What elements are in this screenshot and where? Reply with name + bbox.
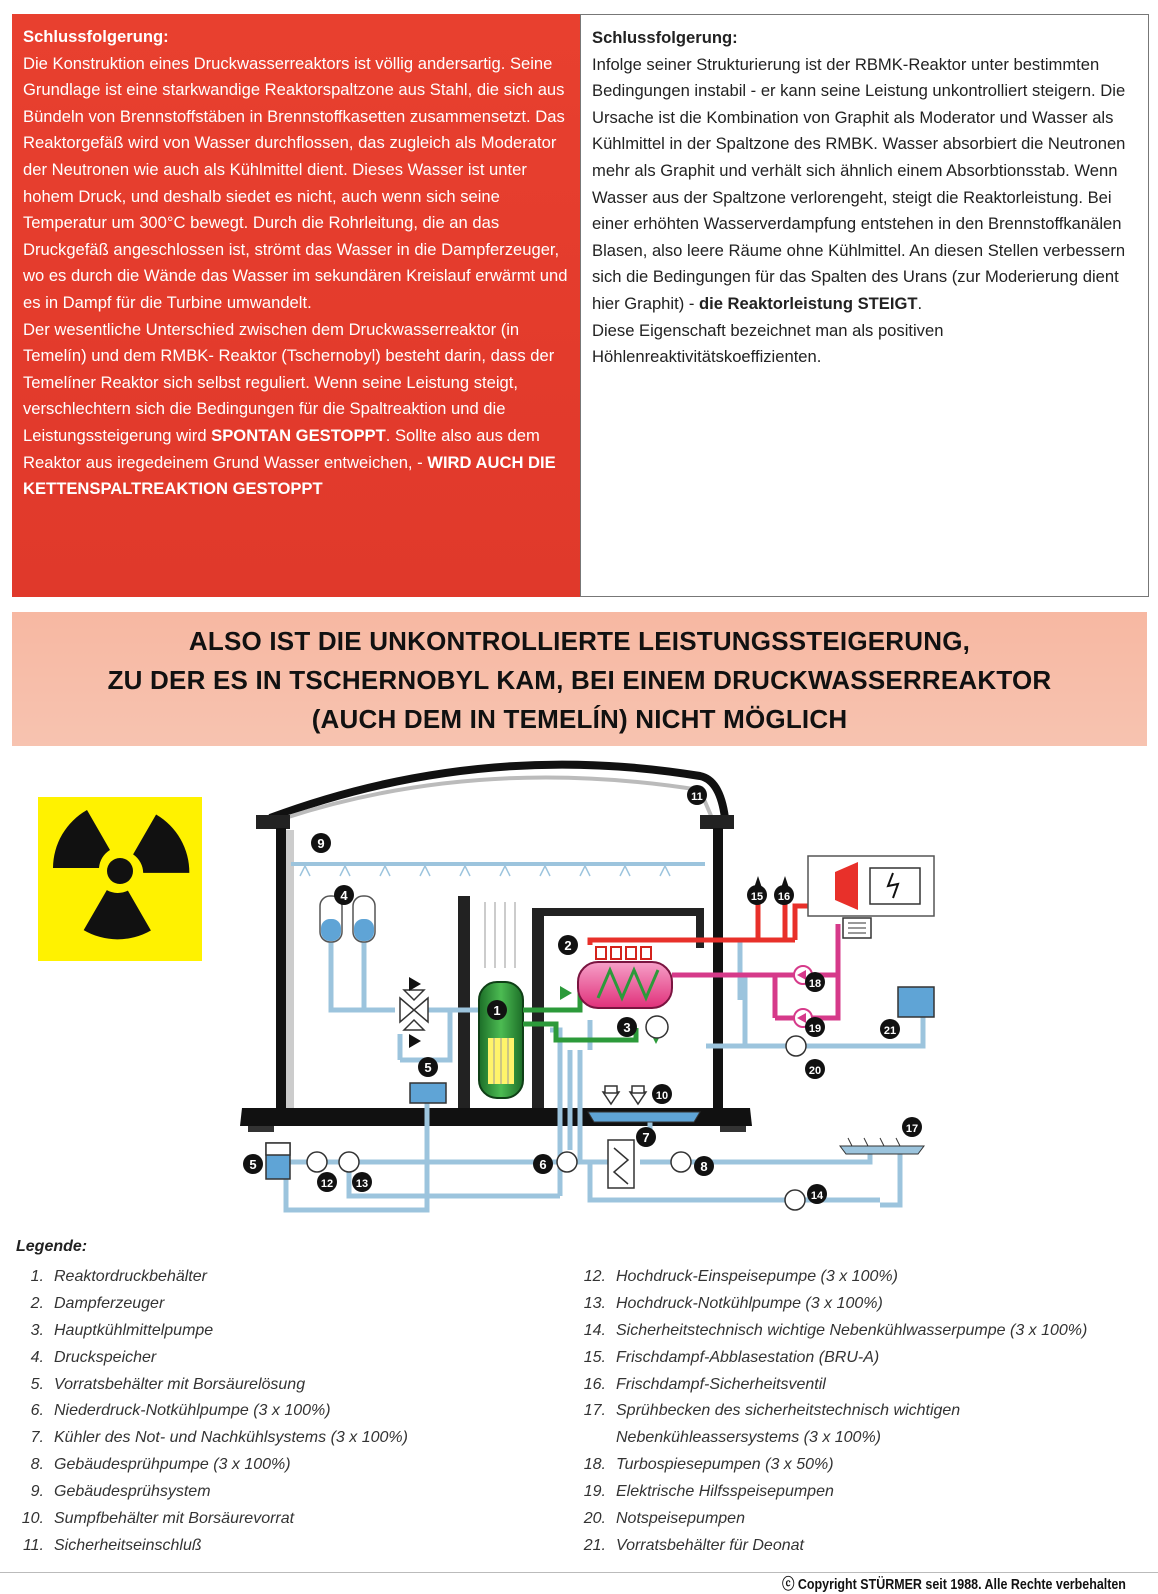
- marker-6: [533, 1154, 553, 1174]
- legend-item: [578, 1372, 826, 1399]
- left-panel-title: Schlussfolgerung:: [23, 27, 169, 46]
- legend-item-text: Sicherheitstechnisch wichtige Nebenkühlwasserpumpe (3 x 100%): [616, 1321, 1088, 1339]
- marker-16-label: 16: [777, 891, 791, 903]
- marker-1: [487, 1000, 507, 1020]
- right-p1-text: Infolge seiner Strukturierung ist der RBMK-Reaktor unter bestimmten Bedingungen instabil - er kann seine Leistung unkontrolliert steigern. Die Ursache ist die Kombination von Graphit als Moderator und Wasser als Kühlmittel in der Spaltzone des RMBK. Wasser absorbiert die Neutronen mehr als Graphit und verhält sich ähnlich einem Absorbtionsstab. Wenn Wasser aus der Spaltzone verlorengeht, steigt die Reaktorleistung. Bei einer erhöhten Wasserverdampfung entstehen in den Brennstoffkanälen Blasen, also leere Räume ohne Kühlmittel. An diesen Stellen verbessern sich die Bedingungen für das Spalten des Urans (zur Moderierung dient hier Graphit) -: [592, 54, 1126, 313]
- left-p2-text-1: Der wesentliche Unterschied zwischen dem Druckwasserreaktor (in Temelín) und dem RMBK- Reaktor (Tschernobyl) besteht darin, dass der Temelíner Reaktor sich selbst reguliert. Wenn seine Leistung steigt, verschlechtern sich die Bedingungen für die Spaltreaktion und die Leistungssteigerung wird: [23, 319, 555, 445]
- legend-item-number: 4.: [30, 1348, 44, 1366]
- legend-item-continuation: [578, 1425, 882, 1452]
- flow-arrow-green: [560, 986, 572, 1000]
- marker-5-outer-label: 5: [249, 1157, 257, 1172]
- right-panel-title: Schlussfolgerung:: [592, 28, 738, 47]
- legend-item-text: Notspeisepumpen: [616, 1510, 745, 1528]
- isolation-valves: [400, 977, 428, 1048]
- legend-item: [578, 1452, 834, 1479]
- legend-item-number: 20.: [583, 1510, 606, 1528]
- legend-title: Legende:: [16, 1238, 88, 1255]
- legend-item-number: 7.: [30, 1429, 44, 1447]
- legend-item: [578, 1398, 961, 1425]
- legend-item-text: Elektrische Hilfsspeisepumpen: [616, 1483, 834, 1501]
- legend-item-text: Sumpfbehälter mit Borsäurevorrat: [54, 1510, 295, 1528]
- legend-item-text: Vorratsbehälter für Deonat: [616, 1536, 804, 1554]
- legend-item-text: Hochdruck-Einspeisepumpe (3 x 100%): [616, 1268, 898, 1285]
- legend-item-text: Druckspeicher: [54, 1348, 157, 1366]
- legend-item: [578, 1318, 1088, 1345]
- legend-item-text: Sicherheitseinschluß: [54, 1536, 202, 1554]
- marker-15-label: 15: [750, 891, 764, 903]
- marker-10-label: 10: [655, 1090, 669, 1102]
- legend-column-left: [16, 1264, 408, 1560]
- banner-line-2: ZU DER ES IN TSCHERNOBYL KAM, BEI EINEM DRUCKWASSERREAKTOR: [107, 665, 1052, 695]
- legend-item: [578, 1506, 745, 1533]
- marker-18-label: 18: [808, 978, 822, 990]
- marker-9: [311, 833, 331, 853]
- left-p2-text-2: . Sollte also aus dem Reaktor aus iregedeinem Grund Wasser entweichen, -: [23, 425, 540, 472]
- legend-item-number: 11.: [22, 1536, 44, 1554]
- legend-item-text: Nebenkühleassersystems (3 x 100%): [616, 1429, 882, 1447]
- marker-18: [805, 972, 825, 992]
- marker-7: [636, 1127, 656, 1147]
- marker-12: [317, 1172, 337, 1192]
- marker-13: [352, 1172, 372, 1192]
- legend-item-text: Niederdruck-Notkühlpumpe (3 x 100%): [54, 1402, 331, 1420]
- legend-item: [578, 1479, 834, 1506]
- marker-19: [805, 1017, 825, 1037]
- marker-20-label: 20: [808, 1065, 822, 1077]
- legend-item-number: 16.: [583, 1375, 606, 1393]
- borated-water-tank-inner: [410, 1083, 446, 1103]
- marker-3-label: 3: [623, 1020, 631, 1035]
- copyright-notice: ⓒ Copyright STÜRMER seit 1988. Alle Rechte verbehalten: [782, 1577, 1126, 1593]
- legend-item-number: 6.: [30, 1402, 44, 1420]
- marker-20: [805, 1059, 825, 1079]
- legend-item-text: Dampferzeuger: [54, 1294, 165, 1312]
- legend-item: [16, 1264, 207, 1291]
- marker-11: [687, 785, 707, 805]
- legend-item: [578, 1264, 898, 1291]
- legend-item: [578, 1533, 804, 1560]
- legend-item: [16, 1318, 214, 1345]
- legend-item-number: 2.: [30, 1294, 44, 1312]
- marker-4-label: 4: [340, 888, 348, 903]
- legend-item: [16, 1425, 408, 1452]
- marker-7-label: 7: [642, 1130, 650, 1145]
- marker-5-inner-label: 5: [424, 1060, 432, 1075]
- right-p1-end: .: [917, 293, 923, 313]
- marker-2: [558, 935, 578, 955]
- legend-item: [16, 1372, 306, 1399]
- legend-item: [16, 1533, 202, 1560]
- marker-9-label: 9: [317, 836, 325, 851]
- legend-item-number: 15.: [583, 1348, 606, 1366]
- marker-14-label: 14: [810, 1190, 824, 1202]
- marker-13-label: 13: [355, 1178, 369, 1190]
- marker-12-label: 12: [320, 1178, 334, 1190]
- legend-item: [16, 1291, 165, 1318]
- legend-item-number: 19.: [583, 1483, 606, 1501]
- legend-item-text: Hauptkühlmittelpumpe: [54, 1321, 214, 1339]
- legend-item-text: Gebäudesprühsystem: [54, 1483, 211, 1501]
- spray-system: [291, 864, 705, 876]
- left-panel-paragraph-1: Die Konstruktion eines Druckwasserreaktors ist völlig andersartig. Seine Grundlage ist eine starkwandige Reaktorspaltzone aus Stahl, die sich aus Bündeln von Brennstoffstäben in Brennstoffkasetten zusammensetzt. Das Reaktorgefäß wird von Wasser durchflossen, das zugleich als Moderator der Neutronen wie auch als Kühlmittel dient. Dieses Wasser ist unter hohem Druck, und deshalb siedet es nicht, auch wenn sich seine Temperatur um 300°C bewegt. Durch die Rohrleitung, die an das Druckgefäß angeschlossen ist, strömt das Wasser in die Dampferzeuger, wo es durch die Wände das Wasser im sekundären Kreislauf erwärmt und es in Dampf für die Turbine umwandelt.: [23, 53, 568, 312]
- legend-item-number: 21.: [583, 1536, 606, 1554]
- marker-2-label: 2: [564, 938, 572, 953]
- steam-generator: [578, 947, 672, 1008]
- marker-5-outer: [243, 1154, 263, 1174]
- marker-14: [807, 1184, 827, 1204]
- legend-item: [16, 1506, 295, 1533]
- legend-item-text: Frischdampf-Abblasestation (BRU-A): [616, 1348, 880, 1366]
- residual-heat-cooler: [608, 1140, 634, 1188]
- legend-item-number: 14.: [583, 1321, 606, 1339]
- borated-water-tank-outer: [266, 1143, 290, 1179]
- marker-4: [334, 885, 354, 905]
- left-p2-bold-1: SPONTAN GESTOPPT: [211, 425, 386, 445]
- marker-5-inner: [418, 1057, 438, 1077]
- marker-17-label: 17: [905, 1123, 919, 1135]
- marker-17: [902, 1117, 922, 1137]
- marker-10: [652, 1084, 672, 1104]
- left-p2-bold-2: WIRD AUCH DIE KETTENSPALTREAKTION GESTOPPT: [23, 452, 556, 499]
- marker-8: [694, 1156, 714, 1176]
- right-panel-paragraph-2: Diese Eigenschaft bezeichnet man als positiven Höhlenreaktivitätskoeffizienten.: [592, 320, 944, 367]
- legend-item-number: 17.: [583, 1402, 606, 1420]
- legend-item: [578, 1345, 880, 1372]
- legend-item-number: 8.: [30, 1456, 44, 1474]
- legend-item-number: 12.: [583, 1268, 606, 1285]
- legend-item: [16, 1345, 157, 1372]
- marker-6-label: 6: [539, 1157, 547, 1172]
- marker-3: [617, 1017, 637, 1037]
- marker-1-label: 1: [493, 1003, 501, 1018]
- legend-item-text: Hochdruck-Notkühlpumpe (3 x 100%): [616, 1294, 883, 1312]
- legend-item: [16, 1479, 211, 1506]
- sump-tank: [588, 1086, 700, 1122]
- legend-item: [578, 1291, 883, 1318]
- legend-item-number: 5.: [30, 1375, 44, 1393]
- legend-item-number: 3.: [30, 1321, 44, 1339]
- turbine-generator: [808, 856, 934, 938]
- banner-line-3: (AUCH DEM IN TEMELÍN) NICHT MÖGLICH: [311, 704, 848, 734]
- legend-item-number: 13.: [583, 1294, 606, 1312]
- deionate-tank: [898, 987, 934, 1017]
- legend-item-number: 9.: [30, 1483, 44, 1501]
- marker-15: [747, 885, 767, 905]
- spray-pond: [840, 1138, 924, 1154]
- legend-item-text: Kühler des Not- und Nachkühlsystems (3 x 100%): [54, 1429, 408, 1447]
- legend-item: [16, 1452, 291, 1479]
- legend-item-text: Gebäudesprühpumpe (3 x 100%): [54, 1456, 291, 1474]
- main-coolant-pump: [646, 1016, 668, 1038]
- legend-column-right: [578, 1264, 1088, 1560]
- legend-item-text: Vorratsbehälter mit Borsäurelösung: [54, 1375, 306, 1393]
- right-p1-bold: die Reaktorleistung STEIGT: [698, 293, 918, 313]
- marker-11-label: 11: [691, 791, 703, 803]
- legend-item-text: Turbospiesepumpen (3 x 50%): [616, 1456, 834, 1474]
- banner-line-1: ALSO IST DIE UNKONTROLLIERTE LEISTUNGSSTEIGERUNG,: [188, 626, 971, 656]
- legend-item-number: 1.: [30, 1268, 44, 1285]
- legend-item-number: 18.: [583, 1456, 606, 1474]
- reactor-pressure-vessel: [479, 982, 523, 1098]
- legend-item-number: 10.: [21, 1510, 44, 1528]
- legend-item-text: Reaktordruckbehälter: [54, 1268, 207, 1285]
- legend-item-text: Sprühbecken des sicherheitstechnisch wichtigen: [616, 1402, 961, 1420]
- legend-item-text: Frischdampf-Sicherheitsventil: [616, 1375, 826, 1393]
- marker-8-label: 8: [700, 1159, 708, 1174]
- marker-21-label: 21: [883, 1025, 897, 1037]
- legend-item: [16, 1398, 331, 1425]
- marker-21: [880, 1019, 900, 1039]
- marker-19-label: 19: [808, 1023, 822, 1035]
- marker-16: [774, 885, 794, 905]
